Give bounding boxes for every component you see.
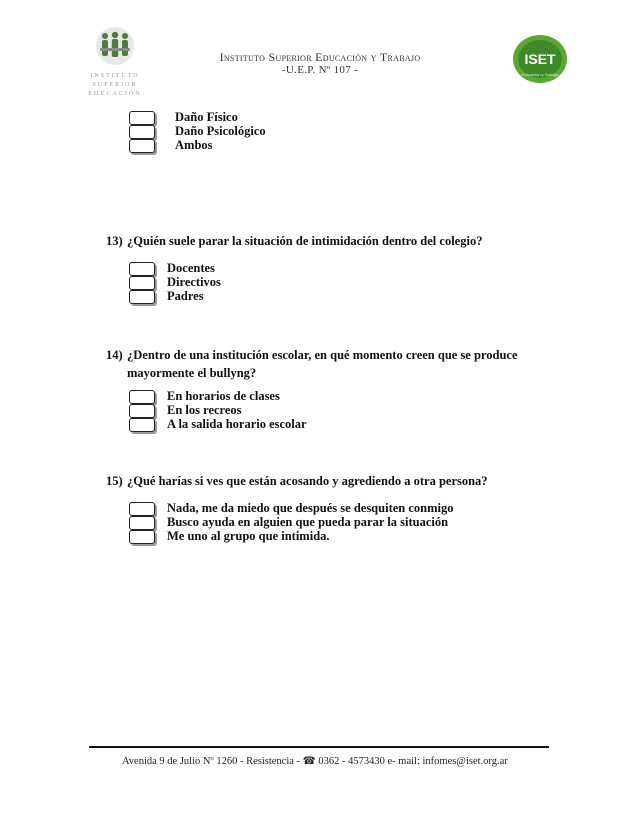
header-subtitle: -U.E.P. Nº 107 - bbox=[281, 64, 359, 76]
checkbox[interactable] bbox=[129, 139, 155, 153]
question-text-line2: mayormente el bullyng? bbox=[127, 366, 257, 380]
option-label: Busco ayuda en alguien que pueda parar la situación bbox=[167, 515, 449, 529]
option-label: Padres bbox=[167, 289, 204, 303]
footer-divider bbox=[89, 746, 549, 748]
iset-logo bbox=[512, 34, 568, 84]
option-label: Ambos bbox=[175, 138, 213, 152]
checkbox[interactable] bbox=[129, 516, 155, 530]
option-label: Nada, me da miedo que después se desquiten conmigo bbox=[167, 501, 454, 515]
question-15 bbox=[106, 472, 526, 490]
checkbox[interactable] bbox=[129, 502, 155, 516]
checkbox[interactable] bbox=[129, 290, 155, 304]
question-number: 15) bbox=[106, 474, 123, 488]
checkbox[interactable] bbox=[129, 418, 155, 432]
checkbox[interactable] bbox=[129, 530, 155, 544]
option-label: Me uno al grupo que intimida. bbox=[167, 529, 330, 543]
checkbox[interactable] bbox=[129, 125, 155, 139]
iset-logo-subtext: Educación y Trabajo bbox=[521, 72, 559, 77]
footer-phone-email: 0362 - 4573430 e- mail: infomes@iset.org.ar bbox=[315, 756, 508, 767]
option-label: En horarios de clases bbox=[167, 389, 280, 403]
checkbox[interactable] bbox=[129, 390, 155, 404]
header-title: Instituto Superior Educación y Trabajo bbox=[219, 50, 421, 64]
option-label: Daño Físico bbox=[175, 110, 238, 124]
iset-logo-text: ISET bbox=[524, 51, 556, 67]
question-number: 14) bbox=[106, 348, 123, 362]
checkbox[interactable] bbox=[129, 276, 155, 290]
phone-icon: ☎ bbox=[302, 756, 316, 767]
checkbox[interactable] bbox=[129, 404, 155, 418]
question-text-line1: ¿Dentro de una institución escolar, en qué momento creen que se produce bbox=[127, 348, 518, 362]
institute-logo-text: INSTITUTO SUPERIOR EDUCACIÓN bbox=[88, 73, 142, 97]
option-label: Docentes bbox=[167, 261, 215, 275]
footer-address: Avenida 9 de Julio Nº 1260 - Resistencia - bbox=[122, 756, 303, 767]
question-text: ¿Quién suele parar la situación de intimidación dentro del colegio? bbox=[127, 234, 483, 248]
option-label: Directivos bbox=[167, 275, 221, 289]
checkbox[interactable] bbox=[129, 111, 155, 125]
question-14 bbox=[106, 346, 536, 382]
checkbox[interactable] bbox=[129, 262, 155, 276]
question-number: 13) bbox=[106, 234, 123, 248]
footer-contact bbox=[122, 755, 508, 767]
institute-logo bbox=[93, 26, 137, 66]
option-label: Daño Psicológico bbox=[175, 124, 266, 138]
question-13 bbox=[106, 232, 526, 250]
option-label: A la salida horario escolar bbox=[167, 417, 307, 431]
question-text: ¿Qué harías si ves que están acosando y agrediendo a otra persona? bbox=[127, 474, 488, 488]
option-label: En los recreos bbox=[167, 403, 242, 417]
